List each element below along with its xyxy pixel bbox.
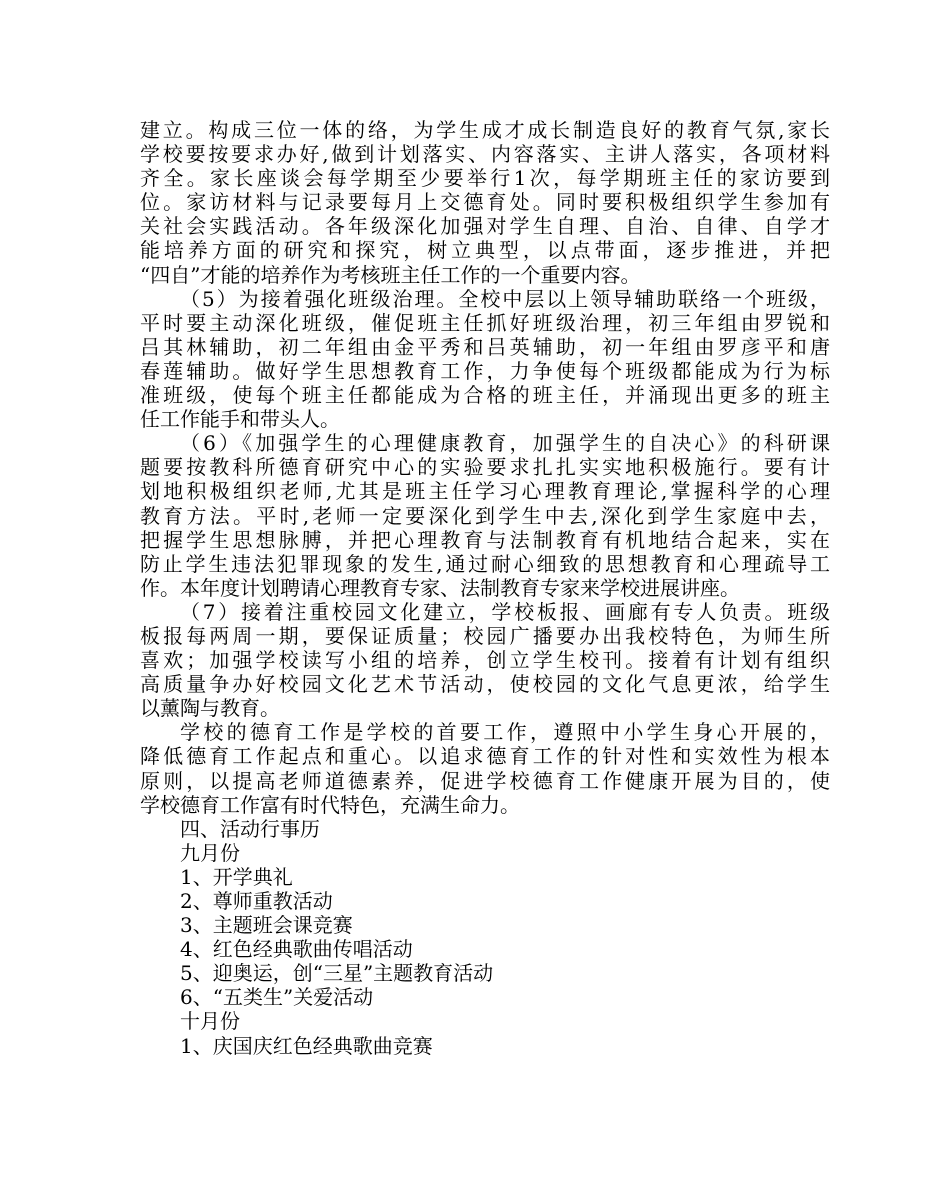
text-line: 十月份: [180, 1009, 240, 1034]
text-line: 6、“五类生”关爱活动: [180, 985, 374, 1010]
text-line: 3、主题班会课竞赛: [180, 913, 353, 938]
text-line: 以薰陶与教育。: [140, 696, 280, 721]
paragraph: [140, 600, 830, 720]
text-line: 作。本年度计划聘请心理教育专家、法制教育专家来学校进展讲座。: [140, 575, 740, 600]
text-line: 四、活动行事历: [180, 816, 320, 841]
text-line: 防止学生违法犯罪现象的发生,通过耐心细致的思想教育和心理疏导工: [140, 551, 830, 576]
text-line: 能培养方面的研究和探究，树立典型，以点带面，逐步推进，并把: [140, 238, 830, 263]
list-item: [140, 889, 830, 913]
text-line: 关社会实践活动。各年级深化加强对学生自理、自治、自律、自学才: [140, 214, 830, 239]
text-line: 九月份: [180, 840, 240, 865]
paragraph: [140, 118, 830, 287]
text-line: （5）为接着强化班级治理。全校中层以上领导辅助联络一个班级，: [180, 286, 830, 311]
list-item: [140, 985, 830, 1009]
text-line: 学校要按要求办好,做到计划落实、内容落实、主讲人落实，各项材料: [140, 142, 830, 167]
text-line: 平时要主动深化班级，催促班主任抓好班级治理，初三年组由罗锐和: [140, 310, 830, 335]
text-line: 4、红色经典歌曲传唱活动: [180, 937, 413, 962]
document-body: [140, 118, 830, 1058]
list-item: [140, 817, 830, 841]
text-line: 高质量争办好校园文化艺术节活动，使校园的文化气息更浓，给学生: [140, 672, 830, 697]
text-line: 春莲辅助。做好学生思想教育工作，力争使每个班级都能成为行为标: [140, 358, 830, 383]
text-line: 教育方法。平时,老师一定要深化到学生中去,深化到学生家庭中去，: [140, 503, 830, 528]
text-line: 齐全。家长座谈会每学期至少要举行1次，每学期班主任的家访要到: [140, 166, 830, 191]
text-line: 任工作能手和带头人。: [140, 407, 340, 432]
list-item: [140, 913, 830, 937]
text-line: 5、迎奥运，创“三星”主题教育活动: [180, 961, 494, 986]
text-line: “四自”才能的培养作为考核班主任工作的一个重要内容。: [140, 262, 641, 287]
list-item: [140, 937, 830, 961]
text-line: 1、开学典礼: [180, 864, 293, 889]
list-item: [140, 865, 830, 889]
text-line: 吕其林辅助，初二年组由金平秀和吕英辅助，初一年组由罗彦平和唐: [140, 334, 830, 359]
text-line: 板报每两周一期，要保证质量；校园广播要办出我校特色，为师生所: [140, 623, 830, 648]
text-line: （7）接着注重校园文化建立，学校板报、画廊有专人负责。班级: [180, 599, 830, 624]
list-item: [140, 961, 830, 985]
text-line: 2、尊师重教活动: [180, 889, 333, 913]
text-line: 喜欢；加强学校读写小组的培养，创立学生校刊。接着有计划有组织: [140, 648, 830, 673]
text-line: 降低德育工作起点和重心。以追求德育工作的针对性和实效性为根本: [140, 744, 830, 769]
list-item: [140, 1009, 830, 1033]
text-line: 1、庆国庆红色经典歌曲竞赛: [180, 1033, 433, 1058]
text-line: 划地积极组织老师,尤其是班主任学习心理教育理论,掌握科学的心理: [140, 479, 830, 504]
text-line: 题要按教科所德育研究中心的实验要求扎扎实实地积极施行。要有计: [140, 455, 830, 480]
list-item: [140, 1034, 830, 1058]
text-line: 原则，以提高老师道德素养，促进学校德育工作健康开展为目的，使: [140, 768, 830, 793]
list-item: [140, 841, 830, 865]
text-line: 位。家访材料与记录要每月上交德育处。同时要积极组织学生参加有: [140, 190, 830, 215]
text-line: 把握学生思想脉膊，并把心理教育与法制教育有机地结合起来，实在: [140, 527, 830, 552]
text-line: （6）《加强学生的心理健康教育，加强学生的自决心》的科研课: [180, 431, 830, 456]
text-line: 建立。构成三位一体的络，为学生成才成长制造良好的教育气氛,家长: [140, 118, 830, 142]
paragraph: [140, 431, 830, 600]
text-line: 学校的德育工作是学校的首要工作，遵照中小学生身心开展的，: [180, 720, 830, 745]
text-line: 准班级，使每个班主任都能成为合格的班主任，并涌现出更多的班主: [140, 383, 830, 408]
paragraph: [140, 287, 830, 432]
text-line: 学校德育工作富有时代特色，充满生命力。: [140, 792, 520, 817]
paragraph: [140, 720, 830, 816]
